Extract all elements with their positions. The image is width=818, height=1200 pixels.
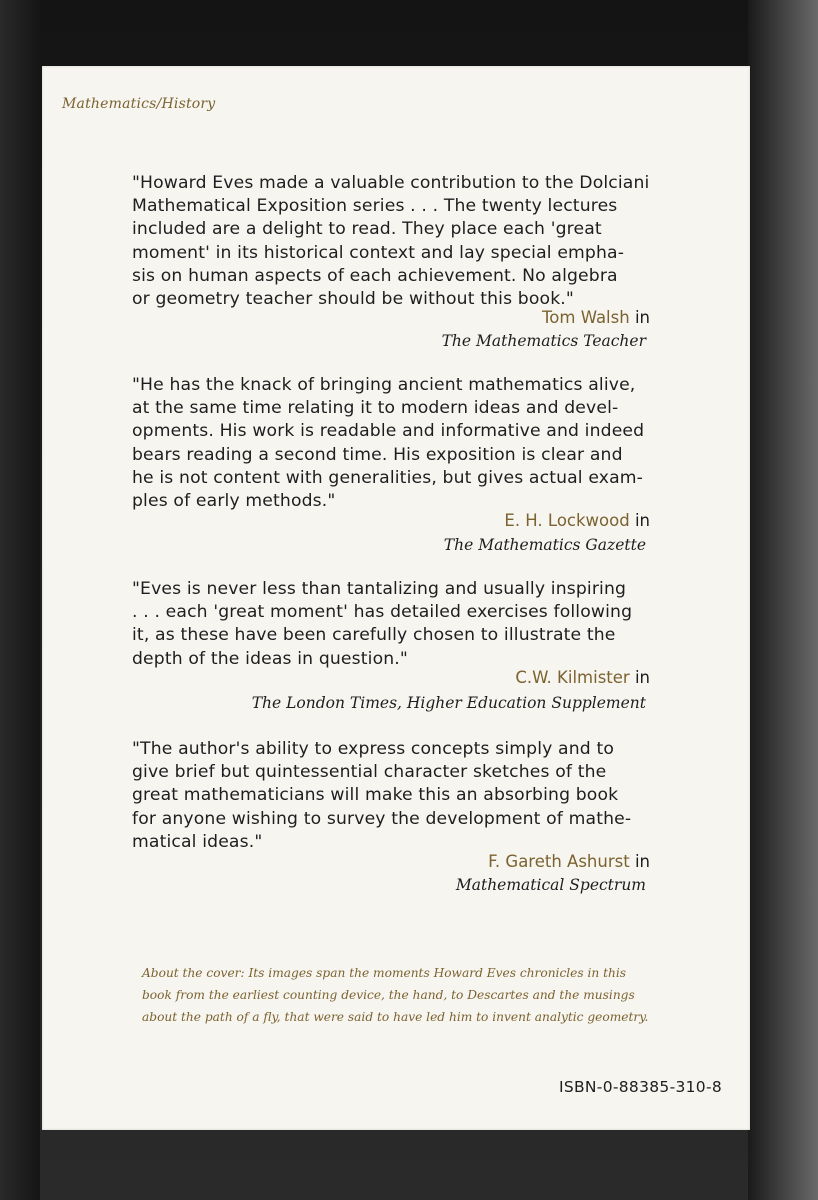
- attribution-connector-3: in: [634, 668, 650, 687]
- attribution-connector-2: in: [634, 511, 650, 530]
- review-attribution-2: [504, 509, 650, 533]
- category-label: Mathematics/History: [62, 96, 216, 112]
- reviewer-name-3: C.W. Kilmister: [515, 668, 630, 687]
- review-source-1: The Mathematics Teacher: [441, 332, 646, 350]
- review-attribution-1: [542, 306, 650, 330]
- right-shadow: [748, 0, 818, 1200]
- attribution-connector-1: in: [634, 308, 650, 327]
- review-quote-1: "Howard Eves made a valuable contribution to the Dolciani Mathematical Exposition series . . . The twenty lectures included are a delight to read. They place each 'great moment' in its historical context and lay special empha- sis on human aspects of each achievement. No algebra or geometry teacher should be without this book.": [132, 173, 650, 310]
- review-source-4: Mathematical Spectrum: [455, 876, 646, 894]
- left-shadow: [0, 0, 40, 1200]
- reviewer-name-2: E. H. Lockwood: [504, 511, 630, 530]
- review-quote-4: "The author's ability to express concepts simply and to give brief but quintessential character sketches of the great mathematicians will make this an absorbing book for anyone wishing to survey the development of mathe- matical ideas.": [132, 739, 632, 852]
- reviewer-name-4: F. Gareth Ashurst: [488, 852, 630, 871]
- review-quote-3: "Eves is never less than tantalizing and usually inspiring . . . each 'great moment' has detailed exercises following it, as these have been carefully chosen to illustrate the depth of the ideas in question.": [132, 579, 633, 669]
- review-source-3: The London Times, Higher Education Supplement: [251, 694, 646, 712]
- review-attribution-4: [488, 850, 650, 874]
- review-attribution-3: [515, 666, 650, 690]
- book-back-cover: [42, 66, 750, 1130]
- review-quote-2: "He has the knack of bringing ancient mathematics alive, at the same time relating it to modern ideas and devel- opments. His work is readable and informative and indeed bears reading a second time. His exposition is clear and he is not content with generalities, but gives actual exam- ples of early methods.": [132, 375, 645, 512]
- attribution-connector-4: in: [634, 852, 650, 871]
- reviewer-name-1: Tom Walsh: [542, 308, 630, 327]
- isbn-number: ISBN-0-88385-310-8: [558, 1078, 722, 1096]
- review-source-2: The Mathematics Gazette: [443, 536, 646, 554]
- about-the-cover: About the cover: Its images span the moments Howard Eves chronicles in this book from the earliest counting device, the hand, to Descartes and the musings about the path of a fly, that were said to have led him to invent analytic geometry.: [142, 966, 649, 1024]
